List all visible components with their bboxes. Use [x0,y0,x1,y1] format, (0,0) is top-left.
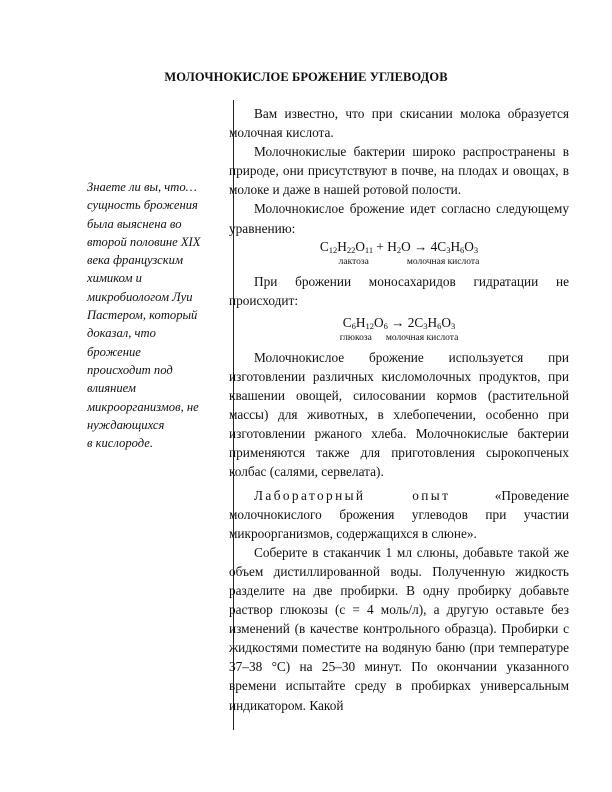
glucose-equation: $C_6H_{12}O_6 \to 2C_3H_6O_3$ [342,314,456,331]
label-lactic-acid: молочная кислота [385,332,459,343]
lactose-equation-labels [229,256,569,269]
paragraph-monosaccharides: При брожении моносахаридов гидратации не происходит: [229,273,569,308]
sidebar-line: влиянием [87,381,136,396]
sidebar-line: микробиологом Луи [87,289,193,304]
paragraph-usage: Молочнокислое брожение используется при изготовлении различных кисломолочных продуктов, при квашении овощей, силосовании кормов (растительной массы) для животных, в хлебопечении, особенно при изготовлении ржаного хлеба. Молочнокислые бактерии применяются также для приготовления сырокопченых колбас (салями, сервелата). [229,349,569,480]
sidebar-line: была выяснена во [87,216,182,231]
paragraph-lab-procedure: Соберите в стаканчик 1 мл слюны, добавьте такой же объем дистиллированной воды. Полученную жидкость разделите на две пробирки. В одну пробирку добавьте раствор глюкозы (c = 4 моль/л), а другую оставьте без изменений (в качестве контрольного образца). Пробирки с жидкостями поместите на водяную баню (при температуре 37–38 °С) на 25–30 минут. По окончании указанного времени испытайте среду в пробирках универсальным индикатором. Какой [229,544,569,713]
lab-experiment-label: Лабораторный опыт [254,487,451,503]
sidebar-line: в кислороде. [87,436,154,451]
sidebar-line: сущность брожения [87,198,198,213]
label-lactic-acid: молочная кислота [406,256,480,267]
sidebar-line: Пастером, который [87,308,198,323]
lactose-equation: $C_{12}H_{22}O_{11} + H_2O \to 4C_3H_6O_3$ [319,238,479,255]
main-text-column [229,104,569,715]
paragraph-bacteria: Молочнокислые бактерии широко распространены в природе, они присутствуют в почве, на плодах и овощах, в молоке и даже в нашей ротовой полости. [229,144,569,198]
sidebar-line: нуждающихся [87,417,165,432]
paragraph-lab-title: Лабораторный опыт «Проведение молочнокислого брожения углеводов при участии микроорганизмов, содержащихся в слюне». [229,487,569,541]
paragraph-equation-intro: Молочнокислое брожение идет согласно следующему уравнению: [229,201,569,236]
glucose-equation-labels [229,332,569,345]
sidebar-line: века французским [87,253,183,268]
sidebar-line: происходит под [87,362,173,377]
sidebar-line: Знаете ли вы, что… [87,180,197,194]
sidebar-line: доказал, что [87,326,156,341]
label-lactose: лактоза [338,256,369,267]
did-you-know-sidebar [87,178,227,452]
paragraph-intro: Вам известно, что при скисании молока образуется молочная кислота. [229,106,569,141]
sidebar-line: микроорганизмов, не [87,399,199,414]
sidebar-line: брожение [87,344,141,359]
page-title: МОЛОЧНОКИСЛОЕ БРОЖЕНИЕ УГЛЕВОДОВ [164,70,448,84]
sidebar-line: второй половине XIX [87,234,201,249]
sidebar-line: химиком и [87,271,142,286]
label-glucose: глюкоза [339,332,372,343]
